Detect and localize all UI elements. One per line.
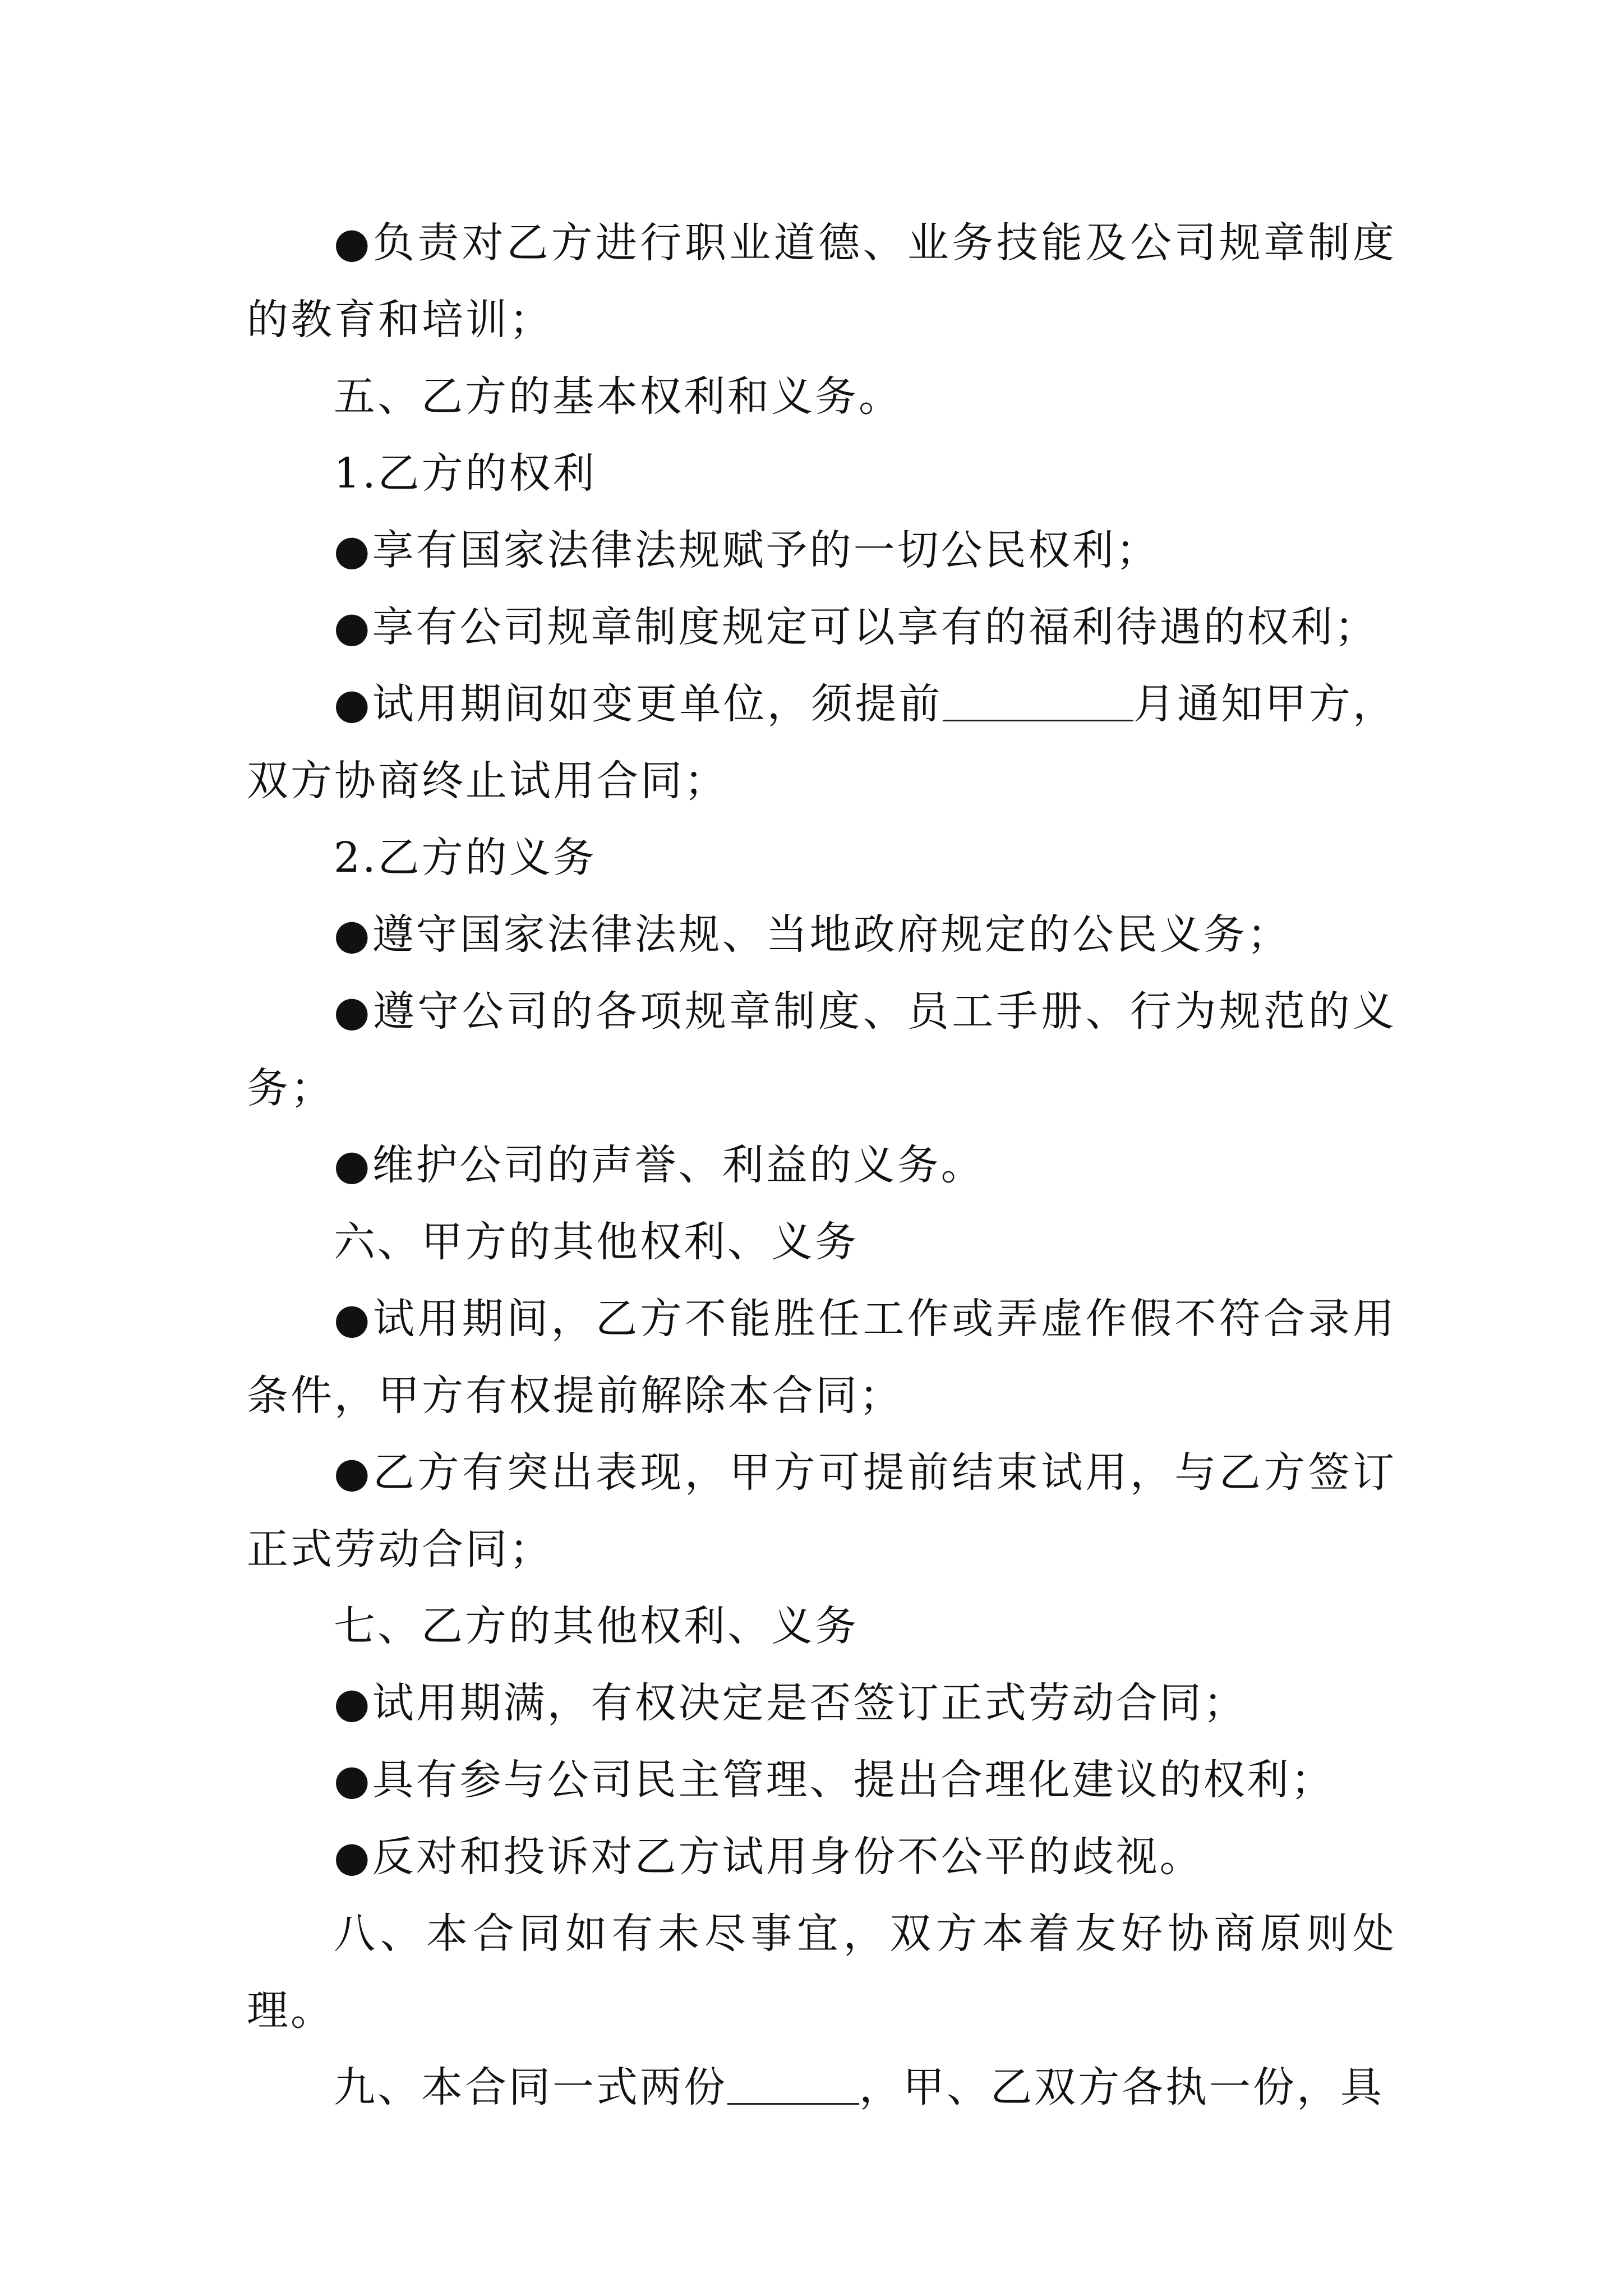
paragraph-employer-training-duty: ●负责对乙方进行职业道德、业务技能及公司规章制度的教育和培训； bbox=[247, 219, 1396, 344]
paragraph-participation-rights: ●具有参与公司民主管理、提出合理化建议的权利； bbox=[334, 1756, 1335, 1804]
document-body bbox=[247, 205, 1396, 2126]
section-9-text-before: 九、本合同一式两份 bbox=[334, 2063, 727, 2111]
section-heading-7: 七、乙方的其他权利、义务 bbox=[334, 1602, 859, 1650]
copies-blank[interactable] bbox=[727, 2064, 859, 2105]
paragraph-obey-laws: ●遵守国家法律法规、当地政府规定的公民义务； bbox=[334, 910, 1291, 959]
paragraph-early-termination: ●试用期间，乙方不能胜任工作或弄虚作假不符合录用条件，甲方有权提前解除本合同； bbox=[247, 1295, 1396, 1420]
paragraph-anti-discrimination: ●反对和投诉对乙方试用身份不公平的歧视。 bbox=[334, 1833, 1204, 1881]
paragraph-welfare-rights: ●享有公司规章制度规定可以享有的福利待遇的权利； bbox=[334, 603, 1378, 651]
section-9-text-after: ，甲、乙双方各执一份，具 bbox=[859, 2063, 1384, 2111]
paragraph-sign-decision: ●试用期满，有权决定是否签订正式劳动合同； bbox=[334, 1679, 1247, 1727]
paragraph-change-employer-text-before: ●试用期间如变更单位，须提前 bbox=[334, 680, 943, 728]
section-heading-6: 六、甲方的其他权利、义务 bbox=[334, 1218, 859, 1266]
notice-months-blank[interactable] bbox=[943, 680, 1133, 721]
paragraph-change-employer bbox=[247, 666, 1396, 820]
section-heading-8: 八、本合同如有未尽事宜，双方本着友好协商原则处理。 bbox=[247, 1910, 1396, 2035]
paragraph-civil-rights: ●享有国家法律法规赋予的一切公民权利； bbox=[334, 526, 1160, 574]
paragraph-protect-reputation: ●维护公司的声誉、利益的义务。 bbox=[334, 1141, 985, 1189]
section-heading-9 bbox=[247, 2049, 1396, 2126]
subsection-heading-employee-rights: 1.乙方的权利 bbox=[334, 449, 597, 498]
paragraph-change-employer-text-after: 月通知甲方，双方协商终止试用合同； bbox=[247, 680, 1396, 805]
paragraph-early-completion: ●乙方有突出表现，甲方可提前结束试用，与乙方签订正式劳动合同； bbox=[247, 1448, 1396, 1573]
subsection-heading-employee-duties: 2.乙方的义务 bbox=[334, 834, 597, 882]
paragraph-obey-company-rules: ●遵守公司的各项规章制度、员工手册、行为规范的义务； bbox=[247, 987, 1396, 1112]
section-heading-5: 五、乙方的基本权利和义务。 bbox=[334, 372, 902, 421]
